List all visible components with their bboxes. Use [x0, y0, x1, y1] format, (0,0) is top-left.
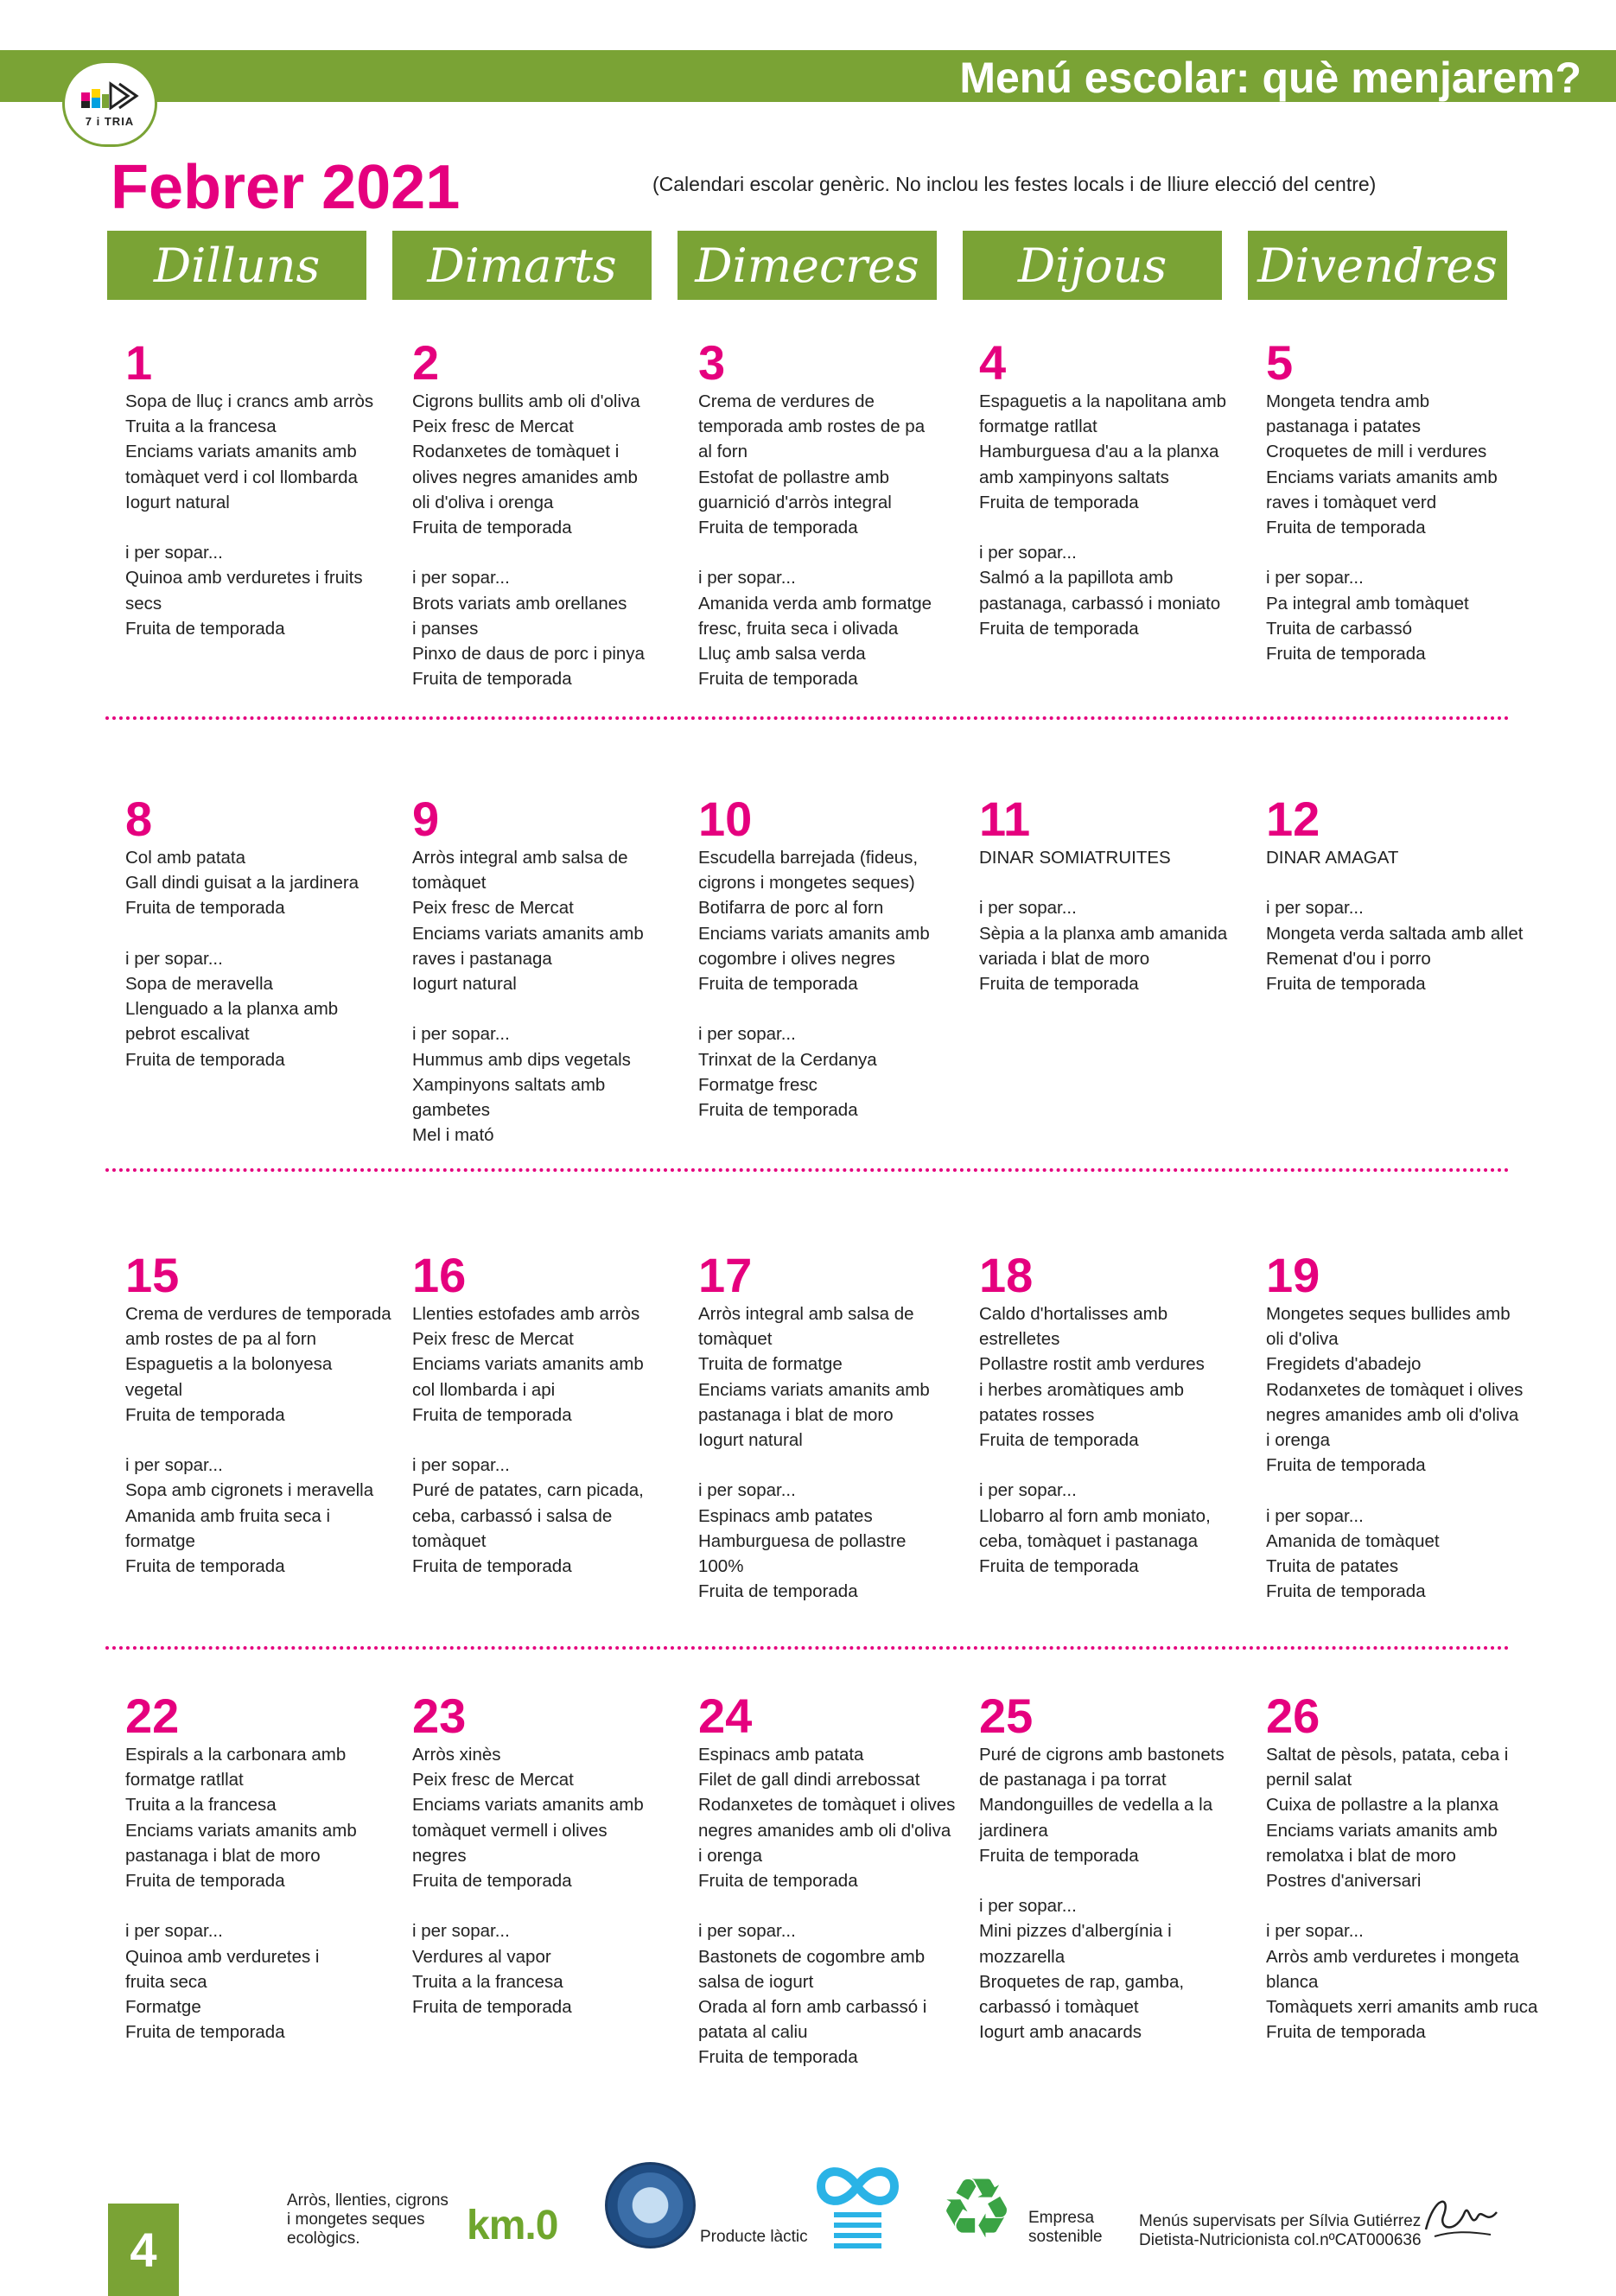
meal-item: Mini pizzes d'albergínia i	[979, 1921, 1172, 1942]
day-number: 2	[412, 335, 440, 390]
meal-item: olives negres amanides amb	[412, 467, 638, 487]
meal-item: Mandonguilles de vedella a la	[979, 1795, 1213, 1816]
day-cell	[698, 335, 975, 691]
meal-spacer	[412, 1893, 689, 1918]
meal-item: Espaguetis a la bolonyesa	[125, 1354, 333, 1375]
day-number: 17	[698, 1248, 753, 1302]
meal-item: Hamburguesa d'au a la planxa	[979, 442, 1219, 462]
meal-item: cogombre i olives negres	[698, 948, 895, 969]
meal-item: Fruita de temporada	[1266, 1581, 1426, 1602]
supervision-line: Dietista-Nutricionista col.nºCAT000636	[1139, 2231, 1422, 2249]
eco-note	[287, 2191, 449, 2248]
meal-spacer	[412, 1428, 689, 1453]
dinner-label: i per sopar...	[698, 1921, 796, 1942]
page-header-title: Menú escolar: què menjarem?	[959, 54, 1581, 102]
meal-spacer	[125, 1428, 402, 1453]
day-number: 16	[412, 1248, 467, 1302]
day-cell	[1266, 1689, 1543, 2045]
day-cell	[1266, 335, 1543, 666]
dinner-label: i per sopar...	[979, 543, 1077, 563]
km0-logo-text: km.0	[467, 2203, 558, 2248]
meal-item: Brots variats amb orellanes	[412, 593, 627, 614]
weekday-header-thursday: Dijous	[963, 231, 1222, 300]
meal-item: Fruita de temporada	[1266, 644, 1426, 665]
dinner-label: i per sopar...	[125, 948, 223, 969]
sustainable-label-line: Empresa	[1028, 2209, 1095, 2227]
meal-item: Fruita de temporada	[979, 1556, 1139, 1577]
meal-item: Sopa de meravella	[125, 974, 273, 994]
meal-item: Fregidets d'abadejo	[1266, 1354, 1422, 1375]
meal-item: temporada amb rostes de pa	[698, 417, 926, 437]
meal-item: Arròs xinès	[412, 1745, 501, 1765]
weekday-header-monday: Dilluns	[107, 231, 366, 300]
meal-item: Saltat de pèsols, patata, ceba i	[1266, 1745, 1509, 1765]
meal-item: Rodanxetes de tomàquet i	[412, 442, 620, 462]
day-cell	[125, 792, 402, 1072]
day-cell	[412, 1689, 689, 2019]
week-divider	[105, 1168, 1510, 1172]
meal-spacer	[979, 1868, 1256, 1893]
day-number: 11	[979, 792, 1031, 846]
day-cell	[698, 1248, 975, 1604]
dinner-label: i per sopar...	[698, 568, 796, 588]
meal-spacer	[698, 1893, 975, 1918]
meal-item: Remenat d'ou i porro	[1266, 948, 1431, 969]
meal-item: Fruita de temporada	[412, 1404, 572, 1425]
meal-item: negres amanides amb oli d'oliva	[1266, 1404, 1519, 1425]
dinner-label: i per sopar...	[1266, 568, 1364, 588]
meal-item: Enciams variats amanits amb	[125, 442, 357, 462]
meal-item: Fruita de temporada	[698, 518, 858, 538]
meal-item: Fruita de temporada	[412, 669, 572, 690]
meal-item: 100%	[698, 1556, 744, 1577]
meal-item: blanca	[1266, 1971, 1319, 1992]
meal-item: Sèpia a la planxa amb amanida	[979, 923, 1228, 944]
meal-item: Mongeta tendra amb	[1266, 391, 1430, 411]
meal-item: Peix fresc de Mercat	[412, 1770, 574, 1790]
signature-icon	[1417, 2186, 1504, 2247]
day-number: 19	[1266, 1248, 1320, 1302]
meal-item: formatge	[125, 1530, 195, 1551]
meal-item: Verdures al vapor	[412, 1946, 551, 1967]
meal-item: tomàquet vermell i olives	[412, 1820, 608, 1841]
meal-item: Enciams variats amanits amb	[412, 923, 644, 944]
meal-item: Fruita de temporada	[1266, 2022, 1426, 2043]
meal-item: ceba, carbassó i salsa de	[412, 1505, 613, 1526]
meal-item: gambetes	[412, 1100, 491, 1121]
day-cell	[979, 1248, 1256, 1579]
meal-item: raves i pastanaga	[412, 948, 552, 969]
meal-item: Peix fresc de Mercat	[412, 417, 574, 437]
day-cell	[125, 335, 402, 641]
meal-item: Estofat de pollastre amb	[698, 467, 890, 487]
calendar-note: (Calendari escolar genèric. No inclou les festes locals i de lliure elecció del centre)	[652, 173, 1377, 195]
meal-spacer	[698, 540, 975, 565]
day-number: 26	[1266, 1689, 1320, 1743]
meal-item: Pa integral amb tomàquet	[1266, 593, 1469, 614]
meal-item: Fruita de temporada	[698, 1100, 858, 1121]
day-cell	[979, 792, 1256, 996]
meal-item: Trinxat de la Cerdanya	[698, 1049, 877, 1070]
meal-item: col llombarda i api	[412, 1379, 556, 1400]
meal-item: Fruita de temporada	[979, 618, 1139, 639]
meal-item: Enciams variats amanits amb	[698, 1379, 930, 1400]
meal-item: Fruita de temporada	[698, 1871, 858, 1892]
meal-item: Quinoa amb verduretes i fruits	[125, 568, 363, 588]
meal-item: formatge ratllat	[979, 417, 1097, 437]
meal-spacer	[979, 1453, 1256, 1478]
meal-item: Truita a la francesa	[125, 1795, 277, 1816]
day-cell	[1266, 1248, 1543, 1604]
meal-item: amb xampinyons saltats	[979, 467, 1169, 487]
dinner-label: i per sopar...	[979, 898, 1077, 919]
dinner-label: i per sopar...	[125, 1921, 223, 1942]
meal-item: Xampinyons saltats amb	[412, 1074, 606, 1095]
meal-item: Enciams variats amanits amb	[412, 1354, 644, 1375]
meal-item: Sopa amb cigronets i meravella	[125, 1480, 374, 1501]
meal-spacer	[1266, 870, 1543, 895]
meal-item: pastanaga i blat de moro	[698, 1404, 894, 1425]
dinner-label: i per sopar...	[698, 1024, 796, 1045]
meal-item: estrelletes	[979, 1329, 1060, 1350]
meal-spacer	[125, 921, 402, 946]
meal-item: Broquetes de rap, gamba,	[979, 1971, 1185, 1992]
meal-item: Postres d'aniversari	[1266, 1871, 1422, 1892]
meal-item: salsa de iogurt	[698, 1971, 814, 1992]
meal-item: secs	[125, 593, 162, 614]
week-divider	[105, 1646, 1510, 1650]
meal-item: tomàquet verd i col llombarda	[125, 467, 358, 487]
meal-item: Rodanxetes de tomàquet i olives	[1266, 1379, 1524, 1400]
meal-item: Escudella barrejada (fideus,	[698, 848, 919, 868]
day-number: 1	[125, 335, 153, 390]
day-number: 22	[125, 1689, 180, 1743]
meal-item: Crema de verdures de	[698, 391, 875, 411]
meal-item: Enciams variats amanits amb	[125, 1820, 357, 1841]
meal-item: pastanaga i blat de moro	[125, 1845, 321, 1866]
meal-item: Gall dindi guisat a la jardinera	[125, 873, 359, 894]
meal-spacer	[1266, 1478, 1543, 1503]
day-number: 3	[698, 335, 726, 390]
day-number: 24	[698, 1689, 753, 1743]
meal-item: Crema de verdures de temporada	[125, 1304, 391, 1324]
meal-item: Iogurt amb anacards	[979, 2022, 1142, 2043]
meal-item: oli d'oliva	[1266, 1329, 1339, 1350]
dairy-label: Producte làctic	[700, 2228, 808, 2246]
meal-item: Truita de formatge	[698, 1354, 843, 1375]
meal-item: Fruita de temporada	[698, 669, 858, 690]
meal-item: patates rosses	[979, 1404, 1095, 1425]
dinner-label: i per sopar...	[125, 1455, 223, 1476]
meal-item: Salmó a la papillota amb	[979, 568, 1174, 588]
meal-item: patata al caliu	[698, 2022, 808, 2043]
meal-item: Enciams variats amanits amb	[698, 923, 930, 944]
meal-item: Enciams variats amanits amb	[1266, 1820, 1498, 1841]
meal-item: Peix fresc de Mercat	[412, 1329, 574, 1350]
sustainable-label-line: sostenible	[1028, 2228, 1103, 2246]
meal-item: Fruita de temporada	[1266, 518, 1426, 538]
meal-item: Fruita de temporada	[979, 1430, 1139, 1451]
meal-item: tomàquet	[412, 873, 487, 894]
day-number: 18	[979, 1248, 1034, 1302]
meal-item: DINAR AMAGAT	[1266, 848, 1399, 868]
meal-item: Peix fresc de Mercat	[412, 898, 574, 919]
meal-item: guarnició d'arròs integral	[698, 492, 892, 512]
meal-item: Iogurt natural	[698, 1430, 803, 1451]
meal-item: Hamburguesa de pollastre	[698, 1530, 907, 1551]
meal-item: Amanida de tomàquet	[1266, 1530, 1440, 1551]
meal-item: Amanida verda amb formatge	[698, 593, 932, 614]
meal-item: Orada al forn amb carbassó i	[698, 1997, 927, 2018]
meal-item: ceba, tomàquet i pastanaga	[979, 1530, 1199, 1551]
day-number: 9	[412, 792, 440, 846]
dinner-label: i per sopar...	[125, 543, 223, 563]
meal-item: Amanida amb fruita seca i	[125, 1505, 331, 1526]
dinner-label: i per sopar...	[698, 1480, 796, 1501]
day-cell	[125, 1248, 402, 1579]
meal-item: Sopa de lluç i crancs amb arròs	[125, 391, 374, 411]
meal-spacer	[412, 540, 689, 565]
eco-note-line: ecològics.	[287, 2229, 360, 2248]
meal-item: formatge ratllat	[125, 1770, 244, 1790]
meal-item: Fruita de temporada	[979, 492, 1139, 512]
meal-item: Fruita de temporada	[698, 1581, 858, 1602]
dinner-label: i per sopar...	[412, 1455, 510, 1476]
weekday-header-tuesday: Dimarts	[392, 231, 652, 300]
day-number: 4	[979, 335, 1007, 390]
day-cell	[979, 335, 1256, 641]
meal-item: Cigrons bullits amb oli d'oliva	[412, 391, 640, 411]
supervision-note	[1139, 2212, 1422, 2250]
meal-item: Col amb patata	[125, 848, 246, 868]
meal-item: Fruita de temporada	[979, 974, 1139, 994]
meal-item: Tomàquets xerri amanits amb ruca	[1266, 1997, 1538, 2018]
meal-item: Fruita de temporada	[125, 898, 285, 919]
day-number: 10	[698, 792, 753, 846]
meal-item: Botifarra de porc al forn	[698, 898, 884, 919]
day-number: 15	[125, 1248, 180, 1302]
eco-note-line: Arròs, llenties, cigrons	[287, 2191, 449, 2210]
meal-item: Fruita de temporada	[125, 1556, 285, 1577]
meal-item: al forn	[698, 442, 748, 462]
dinner-label: i per sopar...	[412, 568, 510, 588]
meal-item: pastanaga, carbassó i moniato	[979, 593, 1221, 614]
recycle-icon: ♻	[938, 2163, 1015, 2255]
meal-item: Truita a la francesa	[125, 417, 277, 437]
meal-item: DINAR SOMIATRUITES	[979, 848, 1171, 868]
dinner-label: i per sopar...	[1266, 1921, 1364, 1942]
meal-spacer	[698, 996, 975, 1021]
meal-item: Llenguado a la planxa amb	[125, 999, 339, 1020]
meal-item: Filet de gall dindi arrebossat	[698, 1770, 920, 1790]
meal-item: fresc, fruita seca i olivada	[698, 618, 899, 639]
meal-spacer	[125, 515, 402, 540]
meal-item: Mongetes seques bullides amb	[1266, 1304, 1511, 1324]
meal-item: Iogurt natural	[125, 492, 230, 512]
meal-spacer	[979, 870, 1256, 895]
meal-item: negres amanides amb oli d'oliva	[698, 1820, 951, 1841]
meal-item: Cuixa de pollastre a la planxa	[1266, 1795, 1498, 1816]
day-cell	[698, 1689, 975, 2070]
meal-item: pebrot escalivat	[125, 1024, 250, 1045]
business-social-value-icon	[817, 2160, 899, 2251]
meal-item: tomàquet	[698, 1329, 773, 1350]
meal-item: Fruita de temporada	[1266, 1455, 1426, 1476]
dairy-seal-icon	[605, 2162, 696, 2248]
dinner-label: i per sopar...	[412, 1921, 510, 1942]
meal-item: remolatxa i blat de moro	[1266, 1845, 1456, 1866]
meal-item: vegetal	[125, 1379, 183, 1400]
meal-item: mozzarella	[979, 1946, 1066, 1967]
dinner-label: i per sopar...	[412, 1024, 510, 1045]
meal-item: i herbes aromàtiques amb	[979, 1379, 1185, 1400]
meal-item: Llobarro al forn amb moniato,	[979, 1505, 1211, 1526]
brand-logo	[62, 60, 157, 147]
meal-item: Bastonets de cogombre amb	[698, 1946, 926, 1967]
meal-item: Puré de patates, carn picada,	[412, 1480, 644, 1501]
meal-item: Fruita de temporada	[125, 2022, 285, 2043]
day-cell	[412, 1248, 689, 1579]
meal-item: Enciams variats amanits amb	[412, 1795, 644, 1816]
week-divider	[105, 716, 1510, 720]
meal-spacer	[698, 1453, 975, 1478]
meal-item: Pollastre rostit amb verdures	[979, 1354, 1205, 1375]
dinner-label: i per sopar...	[979, 1896, 1077, 1917]
meal-item: cigrons i mongetes seques)	[698, 873, 915, 894]
meal-item: pernil salat	[1266, 1770, 1352, 1790]
meal-item: oli d'oliva i orenga	[412, 492, 554, 512]
meal-item: Lluç amb salsa verda	[698, 644, 866, 665]
day-number: 23	[412, 1689, 467, 1743]
meal-item: Arròs amb verduretes i mongeta	[1266, 1946, 1519, 1967]
meal-item: Enciams variats amanits amb	[1266, 467, 1498, 487]
meal-item: Llenties estofades amb arròs	[412, 1304, 640, 1324]
meal-item: Truita a la francesa	[412, 1971, 563, 1992]
meal-item: pastanaga i patates	[1266, 417, 1421, 437]
meal-spacer	[979, 515, 1256, 540]
meal-item: Fruita de temporada	[412, 1997, 572, 2018]
meal-item: Arròs integral amb salsa de	[412, 848, 628, 868]
meal-item: Mel i mató	[412, 1125, 494, 1146]
meal-item: Formatge	[125, 1997, 201, 2018]
meal-item: Formatge fresc	[698, 1074, 818, 1095]
meal-item: Fruita de temporada	[412, 1556, 572, 1577]
meal-item: i orenga	[698, 1845, 763, 1866]
meal-item: Iogurt natural	[412, 974, 517, 995]
meal-item: Hummus amb dips vegetals	[412, 1049, 631, 1070]
day-cell	[412, 335, 689, 691]
day-cell	[125, 1689, 402, 2045]
meal-item: Caldo d'hortalisses amb	[979, 1304, 1168, 1324]
meal-item: amb rostes de pa al forn	[125, 1329, 317, 1350]
meal-item: Fruita de temporada	[412, 1871, 572, 1892]
meal-item: Croquetes de mill i verdures	[1266, 442, 1487, 462]
day-cell	[1266, 792, 1543, 996]
meal-item: Puré de cigrons amb bastonets	[979, 1745, 1225, 1765]
dinner-label: i per sopar...	[1266, 1505, 1364, 1526]
meal-item: Fruita de temporada	[125, 618, 285, 639]
km0-logo	[467, 2202, 557, 2249]
meal-item: raves i tomàquet verd	[1266, 492, 1437, 512]
page-number: 4	[108, 2204, 179, 2296]
meal-item: de pastanaga i pa torrat	[979, 1770, 1167, 1790]
meal-item: Espirals a la carbonara amb	[125, 1745, 347, 1765]
meal-item: Mongeta verda saltada amb allet	[1266, 923, 1524, 944]
meal-item: carbassó i tomàquet	[979, 1997, 1139, 2018]
month-title: Febrer 2021	[111, 153, 461, 222]
meal-item: Fruita de temporada	[125, 1049, 285, 1070]
dinner-label: i per sopar...	[1266, 898, 1364, 919]
meal-spacer	[1266, 1893, 1543, 1918]
logo-mark-icon	[80, 80, 140, 110]
sustainable-label	[1028, 2209, 1103, 2247]
meal-item: Rodanxetes de tomàquet i olives	[698, 1795, 956, 1816]
meal-item: Fruita de temporada	[979, 1845, 1139, 1866]
meal-item: i orenga	[1266, 1430, 1331, 1451]
meal-item: Pinxo de daus de porc i pinya	[412, 644, 645, 665]
meal-item: Fruita de temporada	[125, 1404, 285, 1425]
day-number: 12	[1266, 792, 1320, 846]
day-cell	[979, 1689, 1256, 2045]
supervision-line: Menús supervisats per Sílvia Gutiérrez	[1139, 2212, 1422, 2230]
meal-item: Espaguetis a la napolitana amb	[979, 391, 1227, 411]
meal-item: Espinacs amb patata	[698, 1745, 864, 1765]
meal-item: Fruita de temporada	[412, 518, 572, 538]
meal-item: jardinera	[979, 1820, 1048, 1841]
meal-spacer	[1266, 540, 1543, 565]
day-number: 25	[979, 1689, 1034, 1743]
meal-item: negres	[412, 1845, 467, 1866]
meal-item: Truita de carbassó	[1266, 618, 1413, 639]
weekday-header-wednesday: Dimecres	[678, 231, 937, 300]
meal-spacer	[412, 996, 689, 1021]
meal-item: Fruita de temporada	[698, 2047, 858, 2068]
meal-item: fruita seca	[125, 1971, 207, 1992]
meal-item: Fruita de temporada	[698, 974, 858, 995]
logo-text: 7 i TRIA	[85, 114, 135, 128]
meal-item: Quinoa amb verduretes i	[125, 1946, 320, 1967]
day-cell	[698, 792, 975, 1123]
day-cell	[412, 792, 689, 1148]
meal-item: Fruita de temporada	[125, 1871, 285, 1892]
meal-item: Arròs integral amb salsa de	[698, 1304, 914, 1324]
meal-item: Truita de patates	[1266, 1556, 1399, 1577]
day-number: 8	[125, 792, 153, 846]
meal-item: i panses	[412, 618, 479, 639]
meal-item: variada i blat de moro	[979, 948, 1150, 969]
weekday-header-friday: Divendres	[1248, 231, 1507, 300]
dinner-label: i per sopar...	[979, 1480, 1077, 1501]
meal-item: Fruita de temporada	[1266, 974, 1426, 994]
eco-note-line: i mongetes seques	[287, 2210, 425, 2229]
day-number: 5	[1266, 335, 1294, 390]
meal-spacer	[125, 1893, 402, 1918]
meal-item: tomàquet	[412, 1530, 487, 1551]
meal-item: Espinacs amb patates	[698, 1505, 873, 1526]
